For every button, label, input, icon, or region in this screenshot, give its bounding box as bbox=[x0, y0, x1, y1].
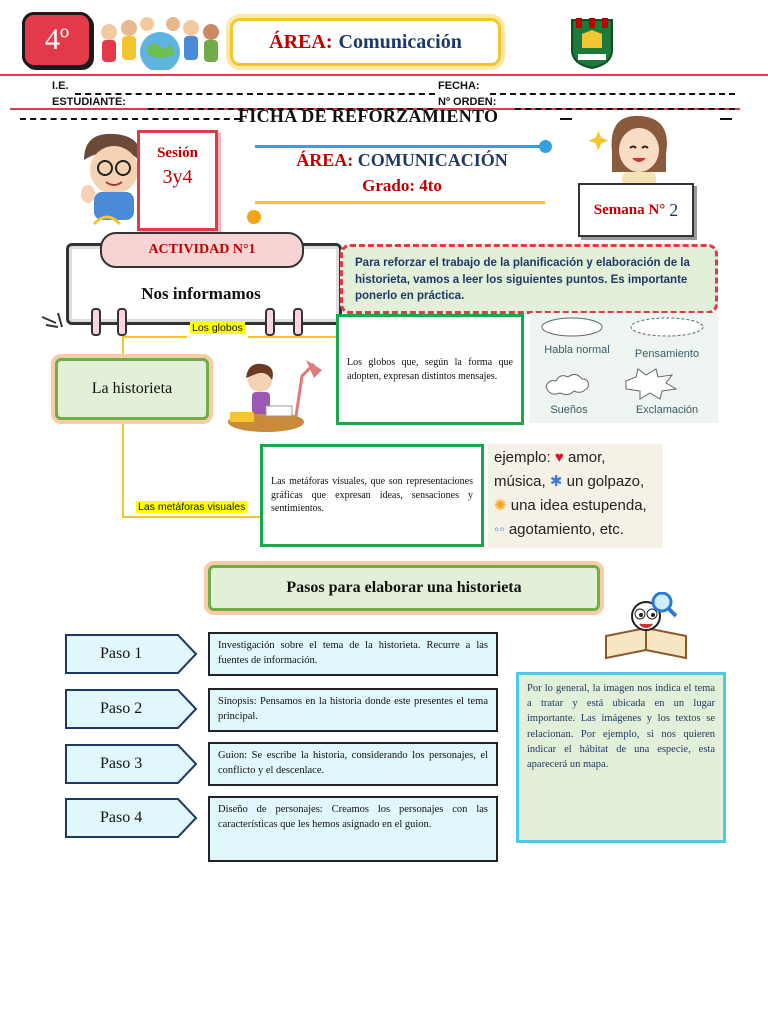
stars-impact-icon: ✱ bbox=[549, 473, 563, 490]
metaforas-definition: Las metáforas visuales, que son representaciones gráficas que expresan ideas, sensaciones y sentimientos. bbox=[271, 476, 473, 515]
connector-globos bbox=[122, 336, 187, 338]
book-magnifier-mascot-illustration bbox=[602, 592, 692, 666]
globo-habla-label: Habla normal bbox=[544, 344, 610, 356]
metaforas-definition-box bbox=[260, 444, 484, 547]
fecha-field-line[interactable] bbox=[490, 93, 735, 95]
metaforas-ejemplo: ejemplo: bbox=[494, 449, 551, 466]
pasos-title-box bbox=[208, 565, 600, 611]
metaforas-agotamiento: agotamiento, etc. bbox=[508, 521, 624, 538]
session-area-value: COMUNICACIÓN bbox=[357, 150, 508, 170]
paso-1-description: Investigación sobre el tema de la historieta. Recurre a las fuentes de información. bbox=[208, 632, 498, 676]
actividad-subtitle: Nos informamos bbox=[141, 284, 261, 303]
title-rule-right bbox=[560, 118, 572, 120]
actividad-title-pill bbox=[100, 232, 304, 268]
teacher-girl-illustration bbox=[586, 112, 682, 194]
metaforas-line-1 bbox=[494, 446, 657, 470]
grado-text: Grado: 4to bbox=[362, 176, 442, 195]
session-label: Sesión bbox=[157, 145, 198, 161]
metaforas-line-3 bbox=[494, 494, 657, 518]
heart-icon: ♥ bbox=[554, 449, 564, 466]
globo-exclamacion-label: Exclamación bbox=[635, 404, 699, 416]
pasos-title: Pasos para elaborar una historieta bbox=[286, 579, 522, 596]
ie-field-label: I.E. bbox=[52, 80, 69, 92]
actividad-intro-box: Para reforzar el trabajo de la planificación y elaboración de la historieta, vamos a leer los siguientes puntos. Es importante ponerlo en práctica. bbox=[340, 244, 718, 314]
globos-types-panel bbox=[530, 313, 718, 423]
session-area-title bbox=[282, 150, 522, 171]
title-rule-left bbox=[20, 118, 240, 120]
orden-field-label: Nº ORDEN: bbox=[438, 96, 497, 108]
semana-box bbox=[578, 183, 694, 237]
globos-branch-label: Los globos bbox=[192, 322, 243, 334]
connector-top bbox=[122, 336, 124, 360]
orange-dot bbox=[247, 210, 261, 224]
metaforas-branch-label: Las metáforas visuales bbox=[138, 501, 246, 513]
orden-field-line[interactable] bbox=[515, 108, 735, 110]
metaforas-line-2 bbox=[494, 470, 657, 494]
connector-globos-2 bbox=[248, 336, 336, 338]
paso-1-label: Paso 1 bbox=[100, 645, 143, 662]
grade-badge-text: 4º bbox=[44, 23, 70, 56]
globo-suenos-label: Sueños bbox=[550, 404, 588, 416]
connector-bottom bbox=[122, 414, 124, 516]
estudiante-field-label: ESTUDIANTE: bbox=[52, 96, 126, 108]
session-box bbox=[137, 130, 218, 231]
title-rule-far-right bbox=[720, 118, 732, 120]
fecha-field-label: FECHA: bbox=[438, 80, 480, 92]
area-header bbox=[230, 18, 501, 66]
school-crest-logo bbox=[570, 16, 614, 70]
metaforas-golpazo: un golpazo, bbox=[566, 473, 645, 490]
semana-label: Semana N° bbox=[593, 201, 666, 218]
sweat-drops-icon: ◦◦ bbox=[494, 521, 505, 538]
paso-4-description: Diseño de personajes: Creamos los personajes con las características que les hemos asignado en el guion. bbox=[208, 796, 498, 862]
lightbulb-idea-icon: ✺ bbox=[494, 497, 507, 514]
header-divider-top bbox=[0, 74, 768, 76]
ficha-title: FICHA DE REFORZAMIENTO bbox=[238, 106, 499, 126]
paso-2-label: Paso 2 bbox=[100, 700, 143, 717]
paso-2-description: Sinopsis: Pensamos en la historia donde este presentes el tema principal. bbox=[208, 688, 498, 732]
area-header-label: ÁREA: bbox=[269, 30, 333, 53]
metaforas-line-4 bbox=[494, 518, 657, 542]
semana-number: 2 bbox=[669, 199, 679, 220]
metaforas-amor: amor, bbox=[567, 449, 606, 466]
blue-accent-line bbox=[255, 145, 545, 148]
girl-reading-illustration bbox=[226, 356, 322, 434]
globos-definition: Los globos que, según la forma que adopten, expresan distintos mensajes. bbox=[347, 357, 513, 382]
area-header-value: Comunicación bbox=[338, 30, 462, 53]
paso-4-label: Paso 4 bbox=[100, 809, 143, 826]
session-value: 3y4 bbox=[162, 166, 193, 188]
actividad-title: ACTIVIDAD N°1 bbox=[148, 242, 256, 257]
globo-pensamiento-label: Pensamiento bbox=[634, 348, 700, 360]
paso-3-label: Paso 3 bbox=[100, 755, 143, 772]
blue-dot bbox=[539, 140, 552, 153]
imagen-tema-note: Por lo general, la imagen nos indica el tema a tratar y está ubicada en un lugar importante. Las imágenes y los textos se relacionan. Por ejemplo, si nos quieren indicar el hábitat de una especie, esta aparecerá un mapa. bbox=[516, 672, 726, 843]
yellow-arc-decoration bbox=[92, 212, 122, 226]
metaforas-idea: una idea estupenda, bbox=[510, 497, 647, 514]
connector-metaforas bbox=[122, 516, 262, 518]
metaforas-examples-panel bbox=[488, 444, 663, 548]
paso-3-description: Guion: Se escribe la historia, considerando los personajes, el conflicto y el descenlace. bbox=[208, 742, 498, 786]
session-area-label: ÁREA: bbox=[296, 150, 354, 170]
globos-definition-box bbox=[336, 314, 524, 425]
metaforas-musica: música, bbox=[494, 473, 546, 490]
ie-field-line[interactable] bbox=[75, 93, 435, 95]
historieta-center-label: La historieta bbox=[91, 380, 173, 397]
children-globe-illustration bbox=[95, 10, 225, 70]
grade-badge bbox=[22, 12, 92, 68]
historieta-center-node bbox=[55, 358, 209, 420]
yellow-accent-line bbox=[255, 201, 545, 204]
